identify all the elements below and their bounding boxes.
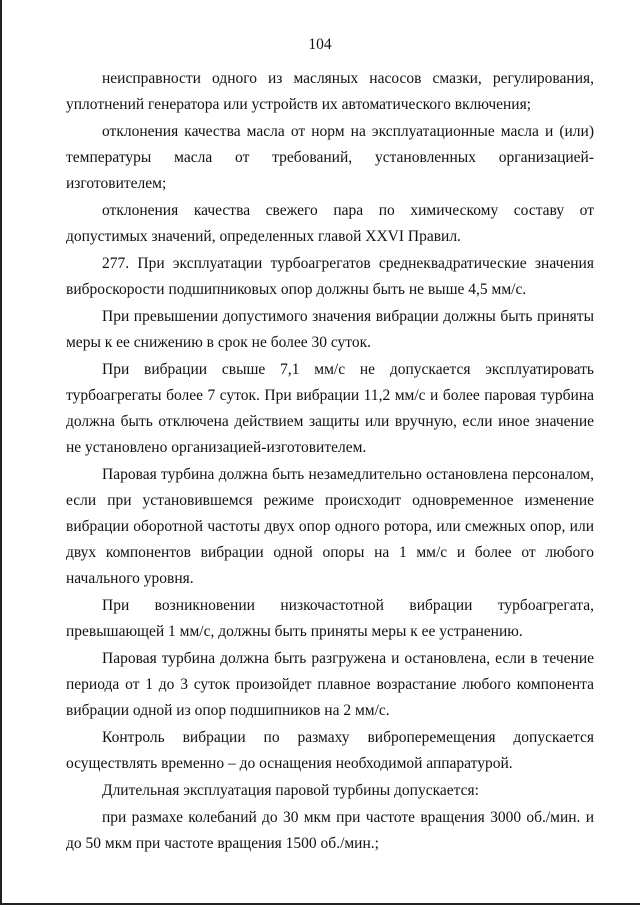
paragraph-4: 277. При эксплуатации турбоагрегатов среднеквадратические значения виброскорости подшипниковых опор должны быть не выше 4,5 мм/с.	[66, 255, 594, 298]
paragraph-2: отклонения качества масла от норм на эксплуатационные масла и (или) температуры масла от требований, установленных организацией-изготовителем;	[66, 123, 594, 192]
paragraph-5: При превышении допустимого значения вибрации должны быть приняты меры к ее снижению в срок не более 30 суток.	[66, 308, 594, 351]
page-edge-left	[0, 0, 2, 905]
paragraph-6: При вибрации свыше 7,1 мм/с не допускается эксплуатировать турбоагрегаты более 7 суток. При вибрации 11,2 мм/с и более паровая турбина должна быть отключена действием защиты или вручную, если иное значение не установлено организацией-изготовителем.	[66, 361, 594, 456]
paragraph-12: при размахе колебаний до 30 мкм при частоте вращения 3000 об./мин. и до 50 мкм при частоте вращения 1500 об./мин.;	[66, 809, 594, 852]
page-number: 104	[308, 36, 332, 53]
paragraph-7: Паровая турбина должна быть незамедлительно остановлена персоналом, если при установившемся режиме происходит одновременное изменение вибрации оборотной частоты двух опор одного ротора, или смежных опор, или двух компонентов вибрации одной опоры на 1 мм/с и более от любого начального уровня.	[66, 466, 594, 587]
paragraph-9: Паровая турбина должна быть разгружена и остановлена, если в течение периода от 1 до 3 суток произойдет плавное возрастание любого компонента вибрации одной из опор подшипников на 2 мм/с.	[66, 650, 594, 719]
paragraph-10: Контроль вибрации по размаху виброперемещения допускается осуществлять временно – до оснащения необходимой аппаратурой.	[66, 729, 594, 772]
body-text	[66, 66, 594, 857]
paragraph-8: При возникновении низкочастотной вибрации турбоагрегата, превышающей 1 мм/с, должны быть приняты меры к ее устранению.	[66, 597, 594, 640]
paragraph-11: Длительная эксплуатация паровой турбины допускается:	[102, 782, 479, 799]
paragraph-1: неисправности одного из масляных насосов смазки, регулирования, уплотнений генератора или устройств их автоматического включения;	[66, 70, 594, 113]
paragraph-3: отклонения качества свежего пара по химическому составу от допустимых значений, определенных главой XXVI Правил.	[66, 202, 594, 245]
